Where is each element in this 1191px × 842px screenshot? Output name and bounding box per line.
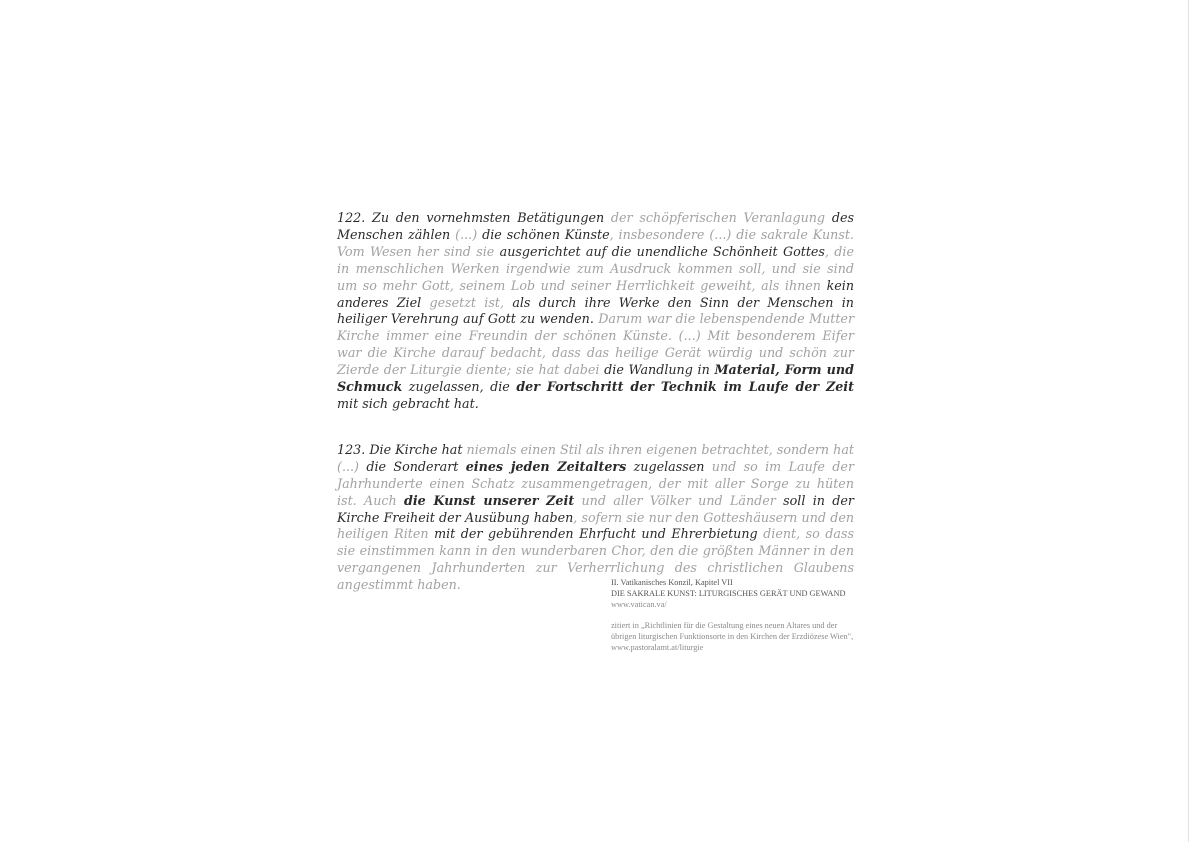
source-title: II. Vatikanisches Konzil, Kapitel VII (611, 578, 733, 587)
text-segment: des Menschen zählen (337, 210, 854, 242)
text-segment: als durch ihre Werke den Sinn der Menschen in heiliger Verehrung auf Gott zu wenden. (337, 294, 854, 327)
citation-line-1: zitiert in „Richtlinien für die Gestaltung eines neuen Altares und der (611, 621, 838, 630)
text-segment: der schöpferischen Veranlagung (610, 210, 832, 225)
page-edge-line (1188, 0, 1189, 842)
text-segment: der Fortschritt der Technik im Laufe der Zeit (516, 379, 854, 395)
text-segment: gesetzt ist, (429, 294, 513, 310)
text-segment: niemals einen Stil als ihren eigenen betrachtet, sondern hat (...) (337, 441, 854, 474)
text-segment: die schönen Künste (482, 226, 610, 242)
text-segment: zugelassen, die (402, 379, 517, 395)
text-segment: , sofern sie nur den Gotteshäusern und den heiligen Riten (337, 509, 855, 542)
text-segment: die Kunst unserer Zeit (403, 492, 575, 508)
text-segment: ausgerichtet auf die unendliche Schönheit Gottes (499, 243, 825, 259)
text-segment: , die in menschlichen Werken irgendwie zum Ausdruck kommen soll, und sie sind um so mehr Gott, seinem Lob und seiner Herrlichkeit geweiht, als ihnen (337, 243, 854, 293)
text-segment: mit der gebührenden Ehrfucht und Ehrerbietung (434, 526, 758, 542)
quote-body (337, 210, 854, 594)
source-chapter: DIE SAKRALE KUNST: LITURGISCHES GERÄT UND GEWAND (611, 589, 846, 598)
source-url-vatican: www.vatican.va/ (611, 600, 667, 609)
text-segment: (...) (455, 226, 483, 242)
text-segment: und aller Völker und Länder (574, 492, 784, 508)
source-url-pastoralamt: www.pastoralamt.at/liturgie (611, 643, 704, 652)
text-segment: die Wandlung in (604, 362, 715, 378)
citation-line-2: übrigen liturgischen Funktionsorte in den Kirchen der Erzdiözese Wien", (611, 632, 854, 641)
source-citation (611, 577, 911, 653)
text-segment: mit sich gebracht hat. (337, 395, 479, 411)
text-segment: und so im Laufe der Jahrhunderte einen Schatz zusammengetragen, der mit aller Sorge zu hüten ist. Auch (337, 458, 855, 508)
text-segment: die Sonderart (366, 458, 466, 474)
text-segment: dient, so dass sie einstimmen kann in den wunderbaren Chor, den die größten Männer in den vergangenen Jahrhunderten zur Verherrlichung des christlichen Glaubens angestimmt haben. (337, 526, 855, 593)
text-segment: zugelassen (626, 458, 705, 474)
text-segment: eines jeden Zeitalters (465, 458, 627, 474)
text-segment: Material, Form und Schmuck (337, 362, 854, 395)
text-segment: , insbesondere (...) die sakrale Kunst. Vom Wesen her sind sie (337, 226, 854, 259)
text-segment: 122. Zu den vornehmsten Betätigungen (337, 210, 611, 225)
paragraph-122 (337, 210, 854, 413)
text-segment: 123. Die Kirche hat (337, 441, 467, 457)
text-segment: soll in der Kirche Freiheit der Ausübung haben (337, 492, 854, 525)
text-segment: kein anderes Ziel (337, 277, 854, 310)
paragraph-123 (337, 442, 854, 594)
text-segment: Darum war die lebenspendende Mutter Kirche immer eine Freundin der schönen Künste. (...) Mit besonderem Eifer war die Kirche darauf bedacht, dass das heilige Gerät würdig und schön zur Zierde der Liturgie diente; sie hat dabei (337, 311, 855, 378)
